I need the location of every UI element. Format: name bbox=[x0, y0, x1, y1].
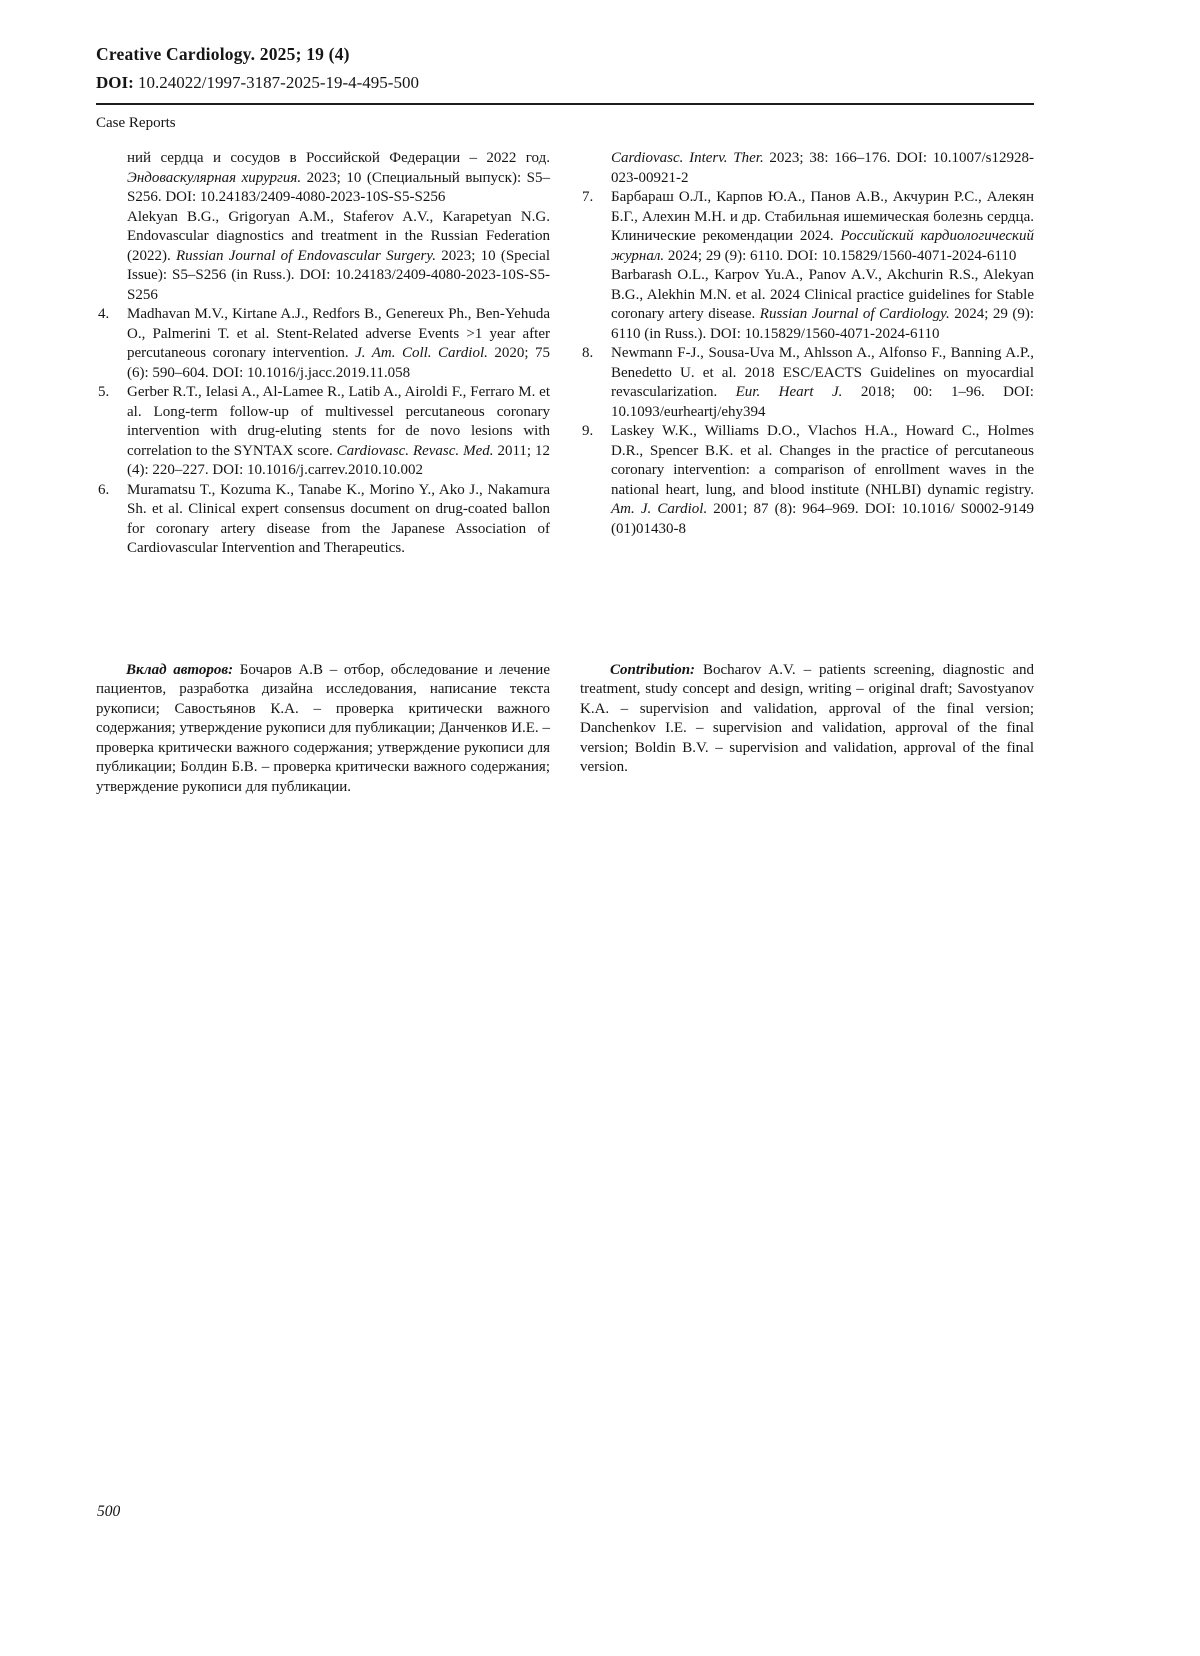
reference-text bbox=[611, 188, 1034, 266]
reference-number: 8. bbox=[582, 345, 594, 361]
reference-item bbox=[96, 481, 550, 559]
journal-name: Cardiovasc. Revasc. Med. bbox=[336, 442, 494, 459]
reference-number: 5. bbox=[98, 384, 110, 400]
doi-line bbox=[96, 72, 1034, 93]
reference-number: 9. bbox=[582, 423, 594, 439]
contribution-paragraph bbox=[580, 661, 1034, 778]
contribution-label: Вклад авторов: bbox=[126, 661, 234, 678]
contribution-paragraph bbox=[96, 661, 550, 798]
reference-text bbox=[127, 208, 550, 306]
reference-text-run: 2024; 29 (9): 6110. DOI: 10.15829/1560-4071-2024-6110 bbox=[664, 247, 1017, 264]
contribution-paragraph-ru bbox=[96, 661, 550, 798]
page-header bbox=[96, 44, 1034, 132]
contribution-label: Contribution: bbox=[610, 661, 696, 678]
journal-name: Cardiovasc. Interv. Ther. bbox=[611, 150, 764, 166]
journal-title: Creative Cardiology. 2025; 19 (4) bbox=[96, 44, 350, 64]
journal-name: Am. J. Cardiol. bbox=[611, 501, 708, 517]
reference-item bbox=[580, 266, 1034, 344]
reference-text bbox=[611, 266, 1034, 344]
reference-item bbox=[580, 422, 1034, 539]
journal-name: Российский кардиологический журнал. bbox=[611, 228, 1034, 264]
section-label: Case Reports bbox=[96, 115, 176, 131]
references-section bbox=[96, 149, 1034, 559]
reference-item bbox=[96, 208, 550, 306]
reference-text-run: Muramatsu T., Kozuma K., Tanabe K., Morino Y., Ako J., Nakamura Sh. et al. Clinical expert consensus document on drug-coated ballon for coronary artery disease from the Japanese Association of Cardiovascular Intervention and Therapeutics. bbox=[127, 481, 550, 556]
reference-number: 6. bbox=[98, 481, 110, 498]
reference-text bbox=[127, 305, 550, 383]
reference-text-run: Newmann F-J., Sousa-Uva M., Ahlsson A., Alfonso F., Banning A.P., Benedetto U. et al. 2018 ESC/EACTS Guidelines on myocardial revascularization. bbox=[611, 345, 1034, 400]
reference-item bbox=[580, 149, 1034, 188]
page-footer bbox=[97, 1503, 120, 1521]
journal-name: Эндоваскулярная хирургия. bbox=[127, 169, 302, 186]
reference-text-run: 2018; 00: 1–96. DOI: 10.1093/eurheartj/ehy394 bbox=[611, 384, 1034, 420]
header-rule bbox=[96, 103, 1034, 105]
references-column-right bbox=[580, 149, 1034, 559]
reference-text bbox=[611, 149, 1034, 188]
reference-text-run: 2011; 12 (4): 220–227. DOI: 10.1016/j.carrev.2010.10.002 bbox=[127, 442, 550, 478]
reference-text-run: Laskey W.K., Williams D.O., Vlachos H.A., Howard C., Holmes D.R., Spencer B.K. et al. Changes in the practice of percutaneous coronary intervention: a comparison of enrollment waves in the national heart, lung, and blood institute (NHLBI) dynamic registry. bbox=[611, 423, 1034, 498]
reference-text-run: 2024; 29 (9): 6110 (in Russ.). DOI: 10.15829/1560-4071-2024-6110 bbox=[611, 306, 1034, 342]
reference-text-run: Барбараш О.Л., Карпов Ю.А., Панов А.В., Акчурин Р.С., Алекян Б.Г., Алехин М.Н. и др. Стабильная ишемическая болезнь сердца. Клинические рекомендации 2024. bbox=[611, 189, 1034, 244]
contributions-section bbox=[96, 661, 1034, 798]
journal-name: J. Am. Coll. Cardiol. bbox=[355, 345, 488, 361]
reference-text-run: 2023; 10 (Special Issue): S5–S256 (in Russ.). DOI: 10.24183/2409-4080-2023-10S-S5-S256 bbox=[127, 247, 550, 303]
reference-text-run: Alekyan B.G., Grigoryan A.M., Staferov A.V., Karapetyan N.G. Endovascular diagnostics and treatment in the Russian Federation (2022). bbox=[127, 208, 550, 264]
reference-number: 7. bbox=[582, 189, 594, 205]
reference-item bbox=[96, 305, 550, 383]
reference-text-run: 2020; 75 (6): 590–604. DOI: 10.1016/j.jacc.2019.11.058 bbox=[127, 345, 551, 381]
journal-name: Eur. Heart J. bbox=[735, 384, 843, 400]
contribution-paragraph-en bbox=[580, 661, 1034, 798]
doi-label: DOI: bbox=[96, 73, 134, 92]
reference-text bbox=[127, 383, 550, 481]
reference-text-run: 2001; 87 (8): 964–969. DOI: 10.1016/ S0002-9149 (01)01430-8 bbox=[611, 501, 1034, 537]
contribution-text: Bocharov A.V. – patients screening, diagnostic and treatment, study concept and design, writing – original draft; Savostyanov K.A. – supervision and validation, approval of the final version; Danchenkov I.E. – supervision and validation, approval of the final version; Boldin B.V. – supervision and validation, approval of the final version. bbox=[580, 661, 1034, 775]
journal-name: Russian Journal of Cardiology. bbox=[759, 306, 950, 322]
reference-item bbox=[96, 149, 550, 208]
page-number: 500 bbox=[97, 1503, 121, 1520]
reference-text-run: Barbarash O.L., Karpov Yu.A., Panov A.V., Akchurin R.S., Alekyan B.G., Alekhin M.N. et al. 2024 Clinical practice guidelines for Stable coronary artery disease. bbox=[611, 267, 1034, 322]
reference-number: 4. bbox=[98, 306, 110, 322]
reference-item bbox=[580, 344, 1034, 422]
reference-text-run: ний сердца и сосудов в Российской Федерации – 2022 год. bbox=[127, 150, 550, 166]
reference-item bbox=[96, 383, 550, 481]
reference-text-run: Gerber R.T., Ielasi A., Al-Lamee R., Latib A., Airoldi F., Ferraro M. et al. Long-term follow-up of multivessel percutaneous coronary intervention with drug-eluting stents for de novo lesions with correlation to the SYNTAX score. bbox=[127, 384, 550, 459]
journal-name: Russian Journal of Endovascular Surgery. bbox=[175, 247, 436, 264]
reference-text bbox=[611, 422, 1034, 539]
doi-value: 10.24022/1997-3187-2025-19-4-495-500 bbox=[138, 73, 419, 92]
reference-item bbox=[580, 188, 1034, 266]
contribution-text: Бочаров А.В – отбор, обследование и лечение пациентов, разработка дизайна исследования, написание текста рукописи; Савостьянов К.А. – проверка критически важного содержания; утверждение рукописи для публикации; Данченков И.Е. – проверка критически важного содержания; утверждение рукописи для публикации; Болдин Б.В. – проверка критически важного содержания; утверждение рукописи для публикации. bbox=[96, 661, 550, 795]
reference-text-run: Madhavan M.V., Kirtane A.J., Redfors B., Genereux Ph., Ben-Yehuda O., Palmerini T. et al. Stent-Related adverse Events >1 year after percutaneous coronary intervention. bbox=[127, 306, 550, 361]
reference-text bbox=[127, 149, 550, 208]
reference-text-run: 2023; 10 (Специальный выпуск): S5–S256. DOI: 10.24183/2409-4080-2023-10S-S5-S256 bbox=[127, 169, 550, 205]
reference-text-run: 2023; 38: 166–176. DOI: 10.1007/s12928-023-00921-2 bbox=[611, 150, 1035, 186]
reference-text bbox=[127, 481, 550, 559]
references-column-left bbox=[96, 149, 550, 559]
reference-text bbox=[611, 344, 1034, 422]
